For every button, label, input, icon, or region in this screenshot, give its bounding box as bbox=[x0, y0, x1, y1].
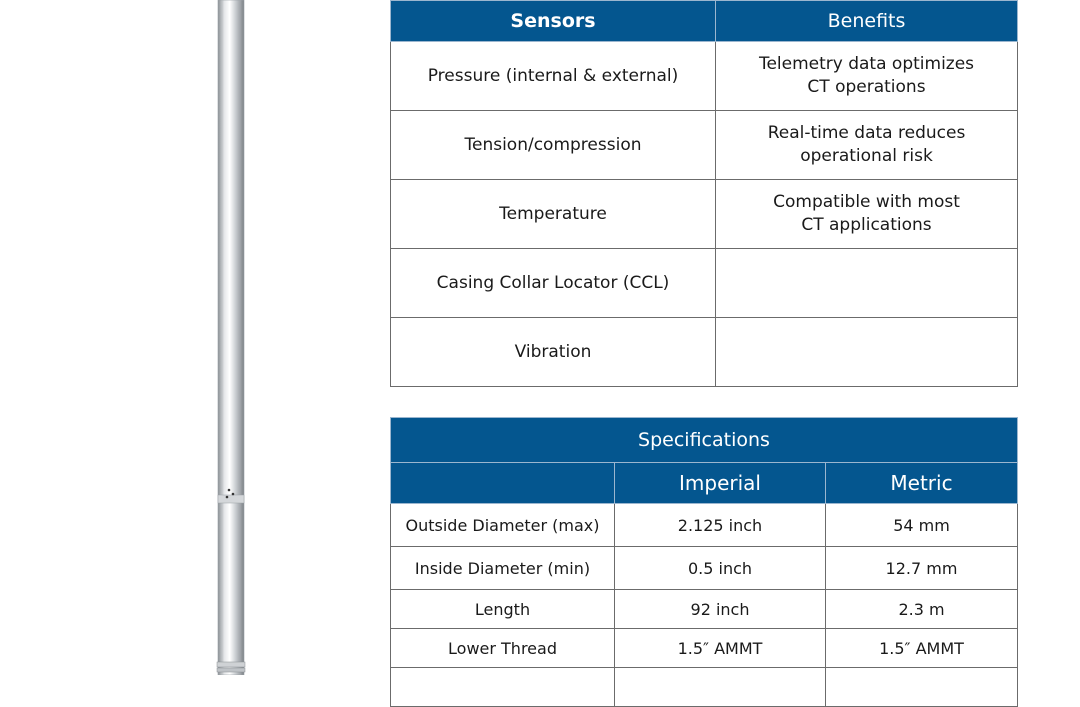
specs-column-header-row bbox=[391, 463, 1018, 504]
spec-label bbox=[391, 668, 615, 707]
benefit-cell bbox=[716, 318, 1018, 387]
imperial-value: 1.5″ AMMT bbox=[615, 629, 826, 668]
imperial-value bbox=[615, 668, 826, 707]
specifications-table bbox=[390, 417, 1018, 707]
sensor-cell: Pressure (internal & external) bbox=[391, 42, 716, 111]
benefit-cell bbox=[716, 249, 1018, 318]
metric-value: 1.5″ AMMT bbox=[826, 629, 1018, 668]
sensor-cell: Temperature bbox=[391, 180, 716, 249]
metric-value bbox=[826, 668, 1018, 707]
imperial-value: 92 inch bbox=[615, 590, 826, 629]
table-row bbox=[391, 547, 1018, 590]
metric-header: Metric bbox=[826, 463, 1018, 504]
metric-value: 54 mm bbox=[826, 504, 1018, 547]
imperial-header: Imperial bbox=[615, 463, 826, 504]
table-row bbox=[391, 180, 1018, 249]
table-row bbox=[391, 42, 1018, 111]
benefits-header: Benefits bbox=[716, 1, 1018, 42]
spec-label: Outside Diameter (max) bbox=[391, 504, 615, 547]
metric-value: 12.7 mm bbox=[826, 547, 1018, 590]
specs-title: Specifications bbox=[391, 418, 1018, 463]
imperial-value: 2.125 inch bbox=[615, 504, 826, 547]
sensors-header: Sensors bbox=[391, 1, 716, 42]
downhole-tool-image bbox=[212, 0, 252, 675]
spec-label: Length bbox=[391, 590, 615, 629]
sensor-cell: Vibration bbox=[391, 318, 716, 387]
table-header-row bbox=[391, 1, 1018, 42]
blank-header bbox=[391, 463, 615, 504]
specs-title-row bbox=[391, 418, 1018, 463]
table-row bbox=[391, 249, 1018, 318]
spec-label: Inside Diameter (min) bbox=[391, 547, 615, 590]
table-row bbox=[391, 111, 1018, 180]
metric-value: 2.3 m bbox=[826, 590, 1018, 629]
table-row bbox=[391, 629, 1018, 668]
table-row bbox=[391, 590, 1018, 629]
sensors-benefits-table bbox=[390, 0, 1018, 387]
sensor-cell: Tension/compression bbox=[391, 111, 716, 180]
table-row bbox=[391, 318, 1018, 387]
sensor-cell: Casing Collar Locator (CCL) bbox=[391, 249, 716, 318]
spec-label: Lower Thread bbox=[391, 629, 615, 668]
table-row bbox=[391, 504, 1018, 547]
table-row bbox=[391, 668, 1018, 707]
benefit-cell: Compatible with most CT applications bbox=[716, 180, 1018, 249]
benefit-cell: Real-time data reduces operational risk bbox=[716, 111, 1018, 180]
imperial-value: 0.5 inch bbox=[615, 547, 826, 590]
benefit-cell: Telemetry data optimizes CT operations bbox=[716, 42, 1018, 111]
